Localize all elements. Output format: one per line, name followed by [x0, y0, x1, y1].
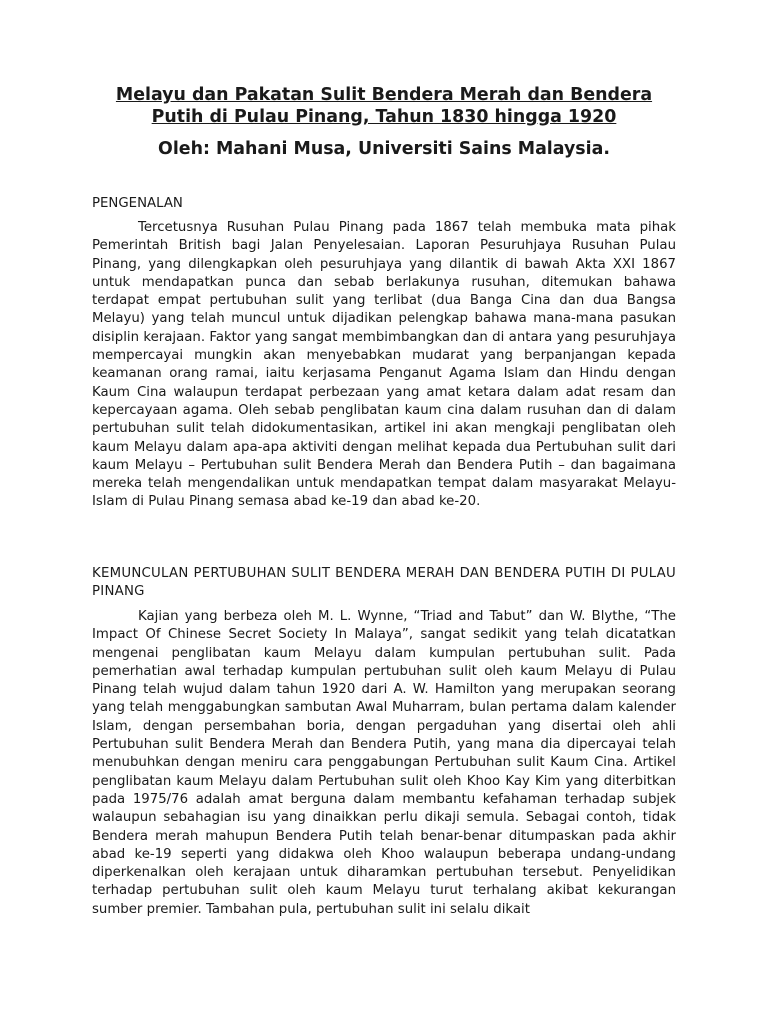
section-heading-pengenalan: PENGENALAN [92, 196, 183, 211]
section-heading-kemunculan: KEMUNCULAN PERTUBUHAN SULIT BENDERA MERAH DAN BENDERA PUTIH DI PULAU PINANG [92, 566, 676, 600]
section-paragraph-pengenalan: Tercetusnya Rusuhan Pulau Pinang pada 1867 telah membuka mata pihak Pemerintah British bagi Jalan Penyelesaian. Laporan Pesuruhjaya Rusuhan Pulau Pinang, yang dilengkapkan oleh pesuruhjaya yang dilantik di bawah Akta XXI 1867 untuk mendapatkan punca dan sebab berlakunya rusuhan, ditemukan bahawa terdapat empat pertubuhan sulit yang terlibat (dua Banga Cina dan dua Bangsa Melayu) yang telah muncul untuk dijadikan pelengkap bahawa mana-mana pasukan disiplin kerajaan. Faktor yang sangat membimbangkan dan di antara yang pesuruhjaya mempercayai mungkin akan menyebabkan mudarat yang berpanjangan kepada keamanan orang ramai, iaitu kerjasama Penganut Agama Islam dan Hindu dengan Kaum Cina walaupun terdapat perbezaan yang amat ketara dalam adat resam dan kepercayaan agama. Oleh sebab penglibatan kaum cina dalam rusuhan dan di dalam pertubuhan sulit telah didokumentasikan, artikel ini akan mengkaji penglibatan oleh kaum Melayu dalam apa-apa aktiviti dengan melihat kepada dua Pertubuhan sulit dari kaum Melayu – Pertubuhan sulit Bendera Merah dan Bendera Putih – dan bagaimana mereka telah mengendalikan untuk mendapatkan tempat dalam masyarakat Melayu-Islam di Pulau Pinang semasa abad ke-19 dan abad ke-20. [92, 220, 676, 510]
title-block [92, 84, 676, 159]
section-paragraph-kemunculan: Kajian yang berbeza oleh M. L. Wynne, “Triad and Tabut” dan W. Blythe, “The Impact Of Chinese Secret Society In Malaya”, sangat sedikit yang telah dicatatkan mengenai penglibatan kaum Melayu dalam kumpulan pertubuhan sulit. Pada pemerhatian awal terhadap kumpulan pertubuhan sulit oleh kaum Melayu di Pulau Pinang telah wujud dalam tahun 1920 dari A. W. Hamilton yang merupakan seorang yang telah menggabungkan sambutan Awal Muharram, bulan pertama dalam kalender Islam, dengan persembahan boria, dengan pergaduhan yang disertai oleh ahli Pertubuhan sulit Bendera Merah dan Bendera Putih, yang mana dia dipercayai telah menubuhkan dengan meniru cara penggabungan Pertubuhan sulit Kaum Cina. Artikel penglibatan kaum Melayu dalam Pertubuhan sulit oleh Khoo Kay Kim yang diterbitkan pada 1975/76 adalah amat berguna dalam membantu kefahaman terhadap subjek walaupun sebahagian isu yang dinaikkan perlu dikaji semula. Sebagai contoh, tidak Bendera merah mahupun Bendera Putih telah benar-benar ditumpaskan pada akhir abad ke-19 seperti yang didakwa oleh Khoo walaupun beberapa undang-undang diperkenalkan oleh kerajaan untuk diharamkan pertubuhan tersebut. Penyelidikan terhadap pertubuhan sulit oleh kaum Melayu turut terhalang akibat kekurangan sumber premier. Tambahan pula, pertubuhan sulit ini selalu dikait [92, 609, 676, 917]
author-line: Oleh: Mahani Musa, Universiti Sains Malaysia. [158, 139, 610, 159]
document-title: Melayu dan Pakatan Sulit Bendera Merah dan Bendera Putih di Pulau Pinang, Tahun 1830 hingga 1920 [115, 85, 653, 127]
